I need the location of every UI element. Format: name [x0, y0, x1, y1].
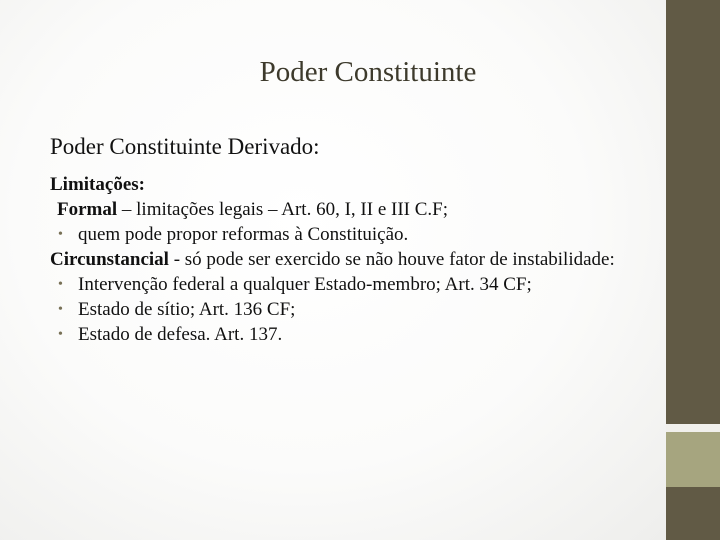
bullet-item: [50, 272, 656, 297]
bullet-icon: •: [58, 302, 63, 317]
bullet-item: [50, 322, 656, 347]
side-decoration-accent: [666, 432, 720, 487]
bullet-text: Estado de defesa. Art. 137.: [78, 324, 283, 345]
slide-content: [50, 132, 656, 347]
circunstancial-line: [50, 247, 656, 272]
bullet-item: [50, 297, 656, 322]
slide-title: Poder Constituinte: [259, 56, 477, 88]
side-decoration-gap: [666, 424, 720, 432]
bullet-item: [50, 222, 656, 247]
formal-term: Formal: [57, 199, 118, 220]
bullet-icon: •: [58, 327, 63, 342]
bullet-icon: •: [58, 277, 63, 292]
limitacoes-label-text: Limitações:: [50, 174, 145, 195]
bullet-text: quem pode propor reformas à Constituição.: [78, 224, 409, 245]
limitacoes-label: [50, 172, 656, 197]
formal-line: [50, 197, 656, 222]
section-heading: Poder Constituinte Derivado:: [50, 134, 320, 159]
bullet-text: Intervenção federal a qualquer Estado-membro; Art. 34 CF;: [78, 274, 532, 295]
circunstancial-term: Circunstancial: [50, 249, 169, 270]
formal-text: – limitações legais – Art. 60, I, II e III C.F;: [117, 199, 449, 220]
bullet-icon: •: [58, 227, 63, 242]
bullet-text: Estado de sítio; Art. 136 CF;: [78, 299, 296, 320]
circunstancial-text: - só pode ser exercido se não houve fator de instabilidade:: [168, 249, 615, 270]
